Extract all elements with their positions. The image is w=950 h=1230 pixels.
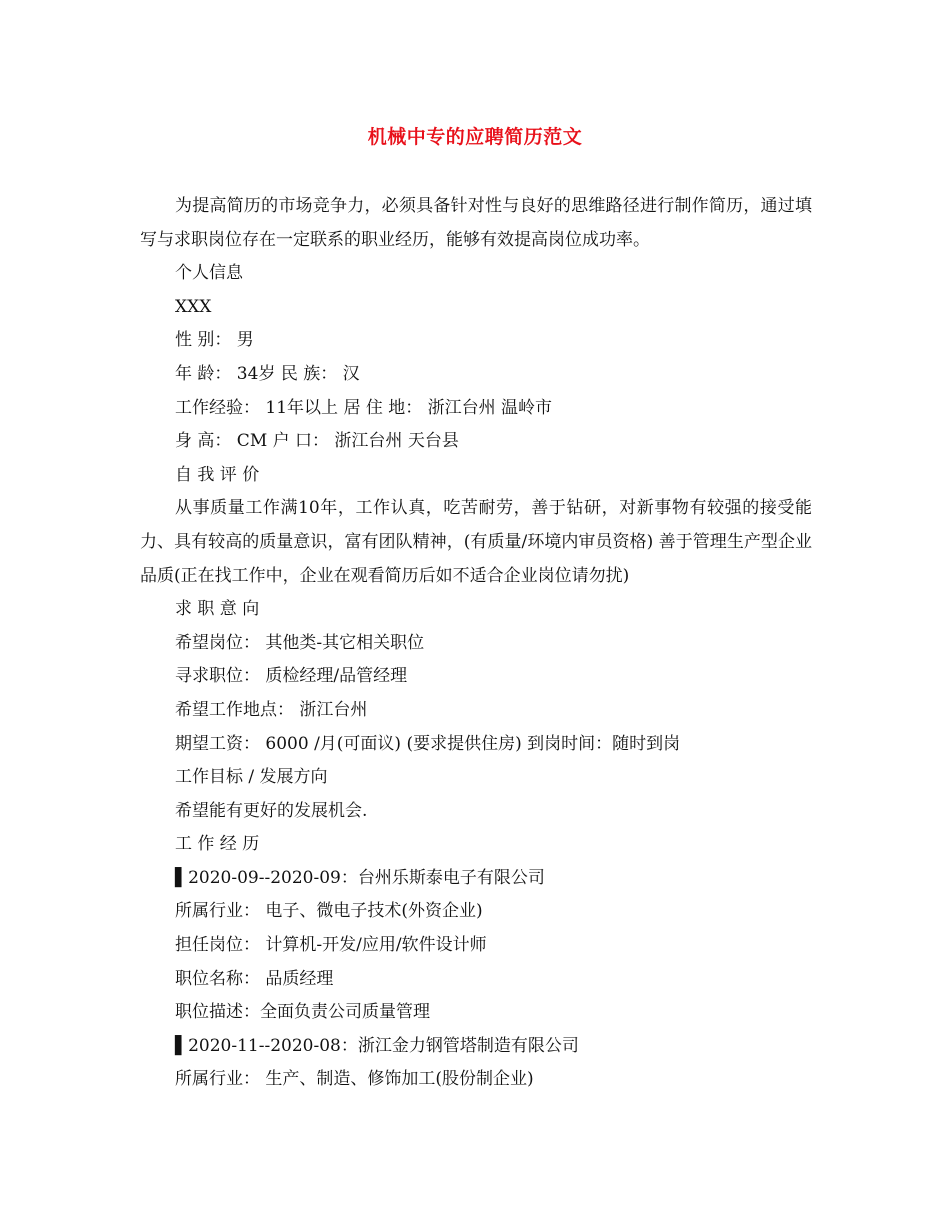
seeking-position-line: 寻求职位： 质检经理/品管经理: [175, 666, 408, 687]
job1-role: 担任岗位： 计算机-开发/应用/软件设计师: [175, 935, 487, 956]
desired-position-line: 希望岗位： 其他类-其它相关职位: [175, 632, 425, 653]
work-experience-heading: 工 作 经 历: [175, 834, 260, 855]
experience-residence-line: 工作经验： 11年以上 居 住 地： 浙江台州 温岭市: [175, 397, 553, 418]
job1-title: 职位名称： 品质经理: [175, 968, 334, 989]
desired-location-line: 希望工作地点： 浙江台州: [175, 699, 368, 720]
name-line: XXX: [175, 296, 212, 317]
job1-description: 职位描述：全面负责公司质量管理: [175, 1002, 430, 1023]
work-goal-heading: 工作目标 / 发展方向: [175, 767, 328, 788]
expected-salary-line: 期望工资： 6000 /月(可面议) (要求提供住房) 到岗时间：随时到岗: [175, 733, 681, 754]
job-intent-heading: 求 职 意 向: [175, 599, 260, 620]
job2-industry: 所属行业： 生产、制造、修饰加工(股份制企业): [175, 1069, 534, 1090]
gender-line: 性 别： 男: [175, 330, 254, 351]
job1-industry: 所属行业： 电子、微电子技术(外资企业): [175, 901, 483, 922]
self-evaluation-heading: 自 我 评 价: [175, 464, 260, 485]
work-goal-line: 希望能有更好的发展机会.: [175, 800, 368, 821]
job2-header: ▌2020-11--2020-08：浙江金力钢管塔制造有限公司: [175, 1035, 579, 1056]
age-ethnicity-line: 年 龄： 34岁 民 族： 汉: [175, 363, 360, 384]
document-body: [140, 190, 812, 1097]
personal-info-heading: 个人信息: [175, 263, 243, 284]
job1-header: ▌2020-09--2020-09：台州乐斯泰电子有限公司: [175, 867, 545, 888]
intro-paragraph: 为提高简历的市场竞争力，必须具备针对性与良好的思维路径进行制作简历，通过填写与求职岗位存在一定联系的职业经历，能够有效提高岗位成功率。: [140, 196, 812, 250]
document-title: 机械中专的应聘简历范文: [367, 126, 583, 148]
height-hukou-line: 身 高： CM 户 口： 浙江台州 天台县: [175, 431, 459, 452]
self-evaluation-paragraph: 从事质量工作满10年，工作认真，吃苦耐劳，善于钻研，对新事物有较强的接受能力、具有较高的质量意识，富有团队精神，(有质量/环境内审员资格) 善于管理生产型企业品质(正在找工作中，企业在观看简历后如不适合企业岗位请勿扰): [140, 498, 812, 586]
